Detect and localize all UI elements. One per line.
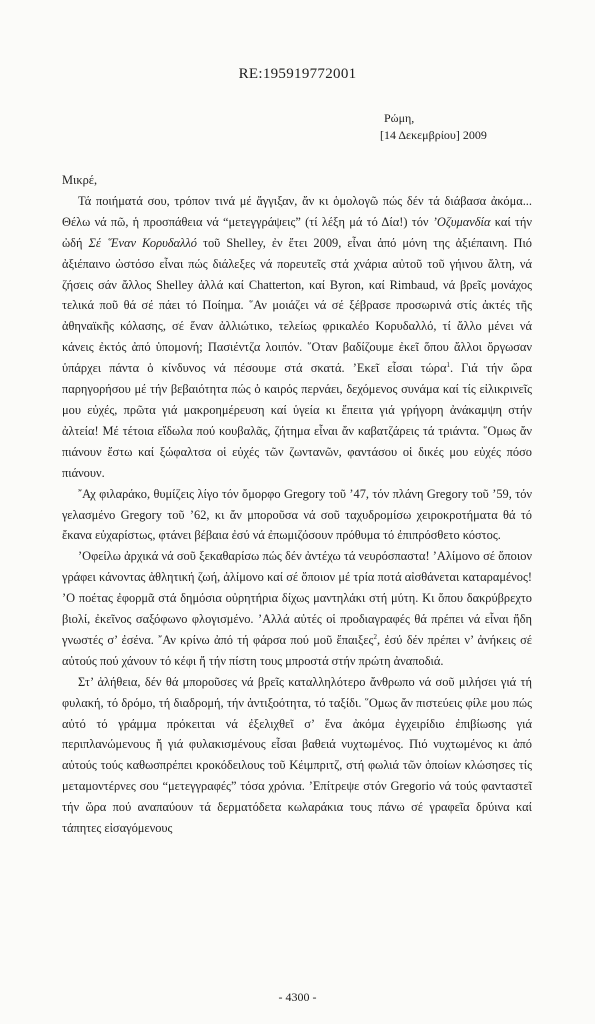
- paragraph: [62, 484, 532, 547]
- page-number: - 4300 -: [278, 990, 317, 1004]
- reference-code: RE:195919772001: [238, 66, 357, 82]
- letter-body: [62, 170, 532, 839]
- date-line: [14 Δεκεμβρίου] 2009: [380, 128, 487, 142]
- paragraph-text: ’Οφείλω ἀρχικά νά σοῦ ξεκαθαρίσω πώς δέν ἀντέχω τά νευρόσπαστα! ’Αλίμονο σέ ὅποιον γράφει κάνοντας ἀθλητική ζωή, ἀλίμονο καί σέ ὅποιον μέ τρία ποτά αἰσθάνεται καταραμένος! ’Ο ποέτας ἐφορμᾶ στά δημόσια οὐρητήρια δίχως μαντηλάκι στή μύτη. Κι ὅπου δακρύβρεχτο βιολί, ἐκεῖνος σαξόφωνο φλογισμένο. ’Αλλά αὐτές οἱ προδιαγραφές θά πρέπει νά εἶναι ἤδη γνωστές σ’ ἐσένα. ῎Αν κρίνω ἀπό τή φάρσα πού μοῦ ἔπαιξες: [62, 549, 532, 647]
- italic-title: Σέ ῞Εναν Κορυδαλλό: [88, 235, 197, 250]
- paragraph: [62, 672, 532, 839]
- paragraph-text: , ἐσύ δέν πρέπει ν’ ἀνήκεις σέ αὐτούς πού χάνουν τό κέφι ἤ τήν πίστη τους μπροστά στήν πρώτη ἀναποδιά.: [62, 632, 533, 668]
- footnote-marker: 2: [373, 632, 377, 641]
- paragraph-text: Τά ποιήματά σου, τρόπον τινά μέ ἄγγιξαν, ἄν κι ὁμολογῶ πώς δέν τά διάβασα ἀκόμα... Θέλω νά πῶ, ἡ προσπάθεια νά “μετεγγράψεις” (τί λέξη μά τό Δία!) τόν: [62, 193, 532, 229]
- paragraph-text: . Γιά τήν ὥρα παρηγορήσου μέ τήν βεβαιότητα πώς ὁ καιρός περνάει, δεχόμενος συνάμα καί τίς εἰλικρινεῖς μου εὐχές, πρῶτα γιά μακροημέρευση καί ὑγεία κι ἔπειτα γιά γρήγορη ἀνάκαμψη στήν ἀλτεία! Μέ τέτοια εἴδωλα πού κουβαλᾶς, ζήτημα εἶναι ἄν καβατζάρεις τά τριάντα. ῞Ομως ἄν πιάνουν ἔστω καί ξώφαλτσα οἱ εὐχές τῶν ζωντανῶν, φαντάσου οἱ δικές μου εὐχές πόσο πιάνουν.: [62, 361, 532, 480]
- greeting: Μικρέ,: [62, 173, 98, 187]
- paragraph: [62, 191, 532, 484]
- place-date-block: [380, 110, 487, 144]
- letter-paragraphs: [62, 191, 532, 839]
- place-line: Ρώμη,: [384, 111, 415, 125]
- italic-title: ’Οζυμανδία: [432, 214, 491, 229]
- paragraph-text: ῎Αχ φιλαράκο, θυμίζεις λίγο τόν ὄμορφο Gregory τοῦ ’47, τόν πλάνη Gregory τοῦ ’59, τόν γελασμένο Gregory τοῦ ’62, κι ἄν μποροῦσα νά σοῦ ταχυδρομίσω χειροκροτήματα θά τό ἔκανα εὐχαρίστως, φτάνει βέβαια ἐσύ νά ἐπωμιζόσουν πρόθυμα τό ἐπιπρόσθετο κόστος.: [62, 486, 532, 543]
- paragraph-text: τοῦ Shelley, ἐν ἔτει 2009, εἶναι ἀπό μόνη της ἀξιέπαινη. Πιό ἀξιέπαινο ὡστόσο εἶναι πώς διάλεξες νά πορευτεῖς στά χνάρια αὐτοῦ τοῦ γήινου ἄλτη, νά ζήσεις σάν ἄλλος Shelley ἀλλά καί Chatterton, καί Byron, καί Rimbaud, νά βρεῖς μονάχος τελικά ποῦ θά σέ πάει τό Ποίημα. ῞Αν μοιάζει νά σέ ξέβρασε προσωρινά στίς ἀκτές τῆς ἀθηναϊκῆς κόλασης, σέ ἕναν ἀλλιώτικο, τελείως φρικαλέο Κορυδαλλό, τί ἄλλο μένει νά κάνεις ἐκτός ἀπό ὑπομονή; Πασιέντζα λοιπόν. ῞Οταν βαδίζουμε ἐκεῖ ὅπου ἄλλοι ὄργωσαν ὑπάρχει πάντα ὁ κίνδυνος νά πέσουμε στά σκατά. ’Εκεῖ εἶσαι τώρα: [62, 235, 532, 376]
- footnote-marker: 1: [446, 361, 450, 370]
- paragraph-text: Στ’ ἀλήθεια, δέν θά μποροῦσες νά βρεῖς καταλληλότερο ἄνθρωπο νά σοῦ μιλήσει γιά τή φυλακή, τό δρόμο, τή διαδρομή, τήν ἀντιξοότητα, τό ταξίδι. ῞Ομως ἄν πιστεύεις φίλε μου πώς αὐτό τό γράμμα πρόκειται νά ἐξελιχθεῖ σ’ ἕνα ἀκόμα ἐγχειρίδιο ἐπιβίωσης γιά περιπλανώμενους ἤ γιά φυλακισμένους εἶσαι βαθειά νυχτωμένος. Πιό νυχτωμένος κι ἀπό αὐτούς τούς καθωσπρέπει κροκόδειλους τοῦ Κέιμπριτζ, στή φωλιά τῶν ὁποίων κλώσησες τίς μεταμοντέρνες σου “μετεγγραφές” τόσα χρόνια. ’Επίτρεψε στόν Gregorio νά τούς φανταστεῖ τήν ὥρα πού αναπαύουν τά δερματόδετα κωλαράκια τους πάνω σέ γραφεῖα δρύινα καί τάπητες εἰσαγόμενους: [62, 674, 532, 836]
- paragraph: [62, 546, 532, 671]
- paragraph-text: καί τήν ὠδή: [62, 214, 532, 250]
